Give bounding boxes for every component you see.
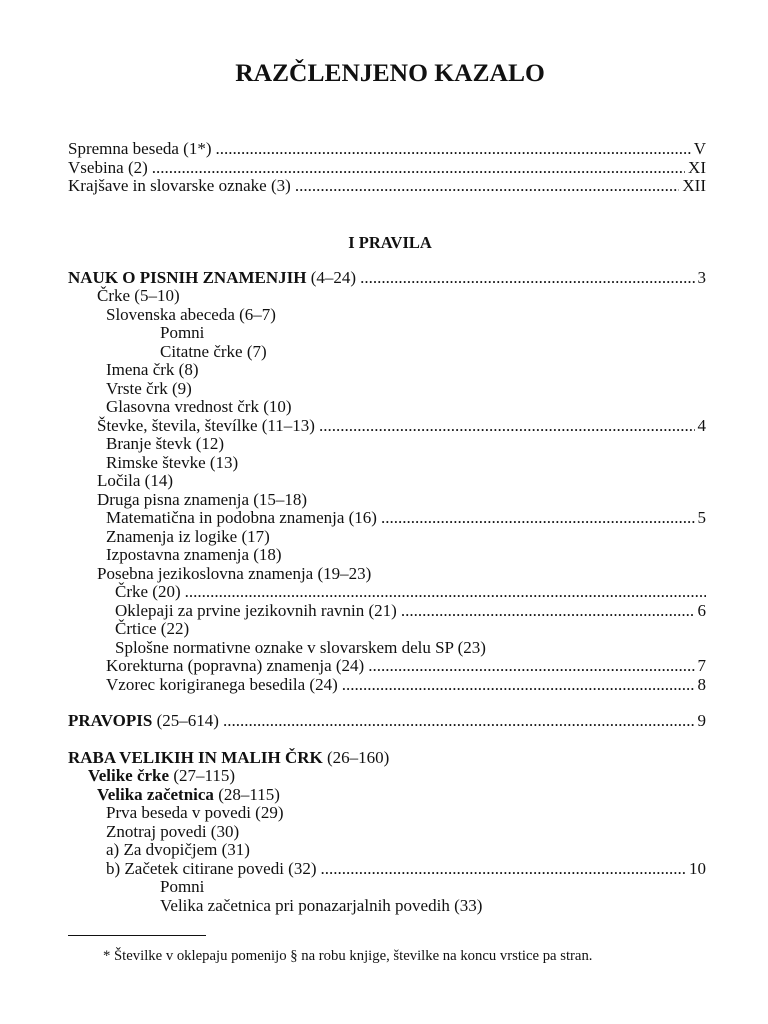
entry-label: Znotraj povedi (30)	[106, 821, 240, 841]
toc-entry	[68, 140, 706, 159]
page-title: RAZČLENJENO KAZALO	[235, 58, 545, 87]
entry-label: Ločila (14)	[97, 471, 173, 490]
dot-leader	[401, 602, 695, 621]
toc-entry	[68, 897, 706, 916]
entry-label: Splošne normativne oznake v slovarskem delu SP (23)	[115, 637, 486, 657]
page-number: 10	[689, 858, 706, 878]
entry-label	[68, 749, 389, 768]
entry-label: Prva beseda v povedi (29)	[106, 803, 284, 822]
entry-label: Matematična in podobna znamenja (16)	[106, 508, 377, 527]
section-raba	[68, 749, 706, 916]
subsection-entry	[68, 767, 706, 786]
toc-entry	[68, 823, 706, 842]
entry-label: Črtice (22)	[115, 619, 190, 638]
dot-leader	[216, 140, 691, 159]
entry-label	[88, 767, 235, 786]
entry-label: Vzorec korigiranega besedila (24)	[106, 674, 338, 694]
entry-label: Črke (5–10)	[97, 286, 180, 305]
entry-label: a) Za dvopičjem (31)	[106, 840, 250, 859]
page-number: 3	[697, 267, 706, 287]
dot-leader	[223, 712, 695, 731]
front-matter-list	[68, 140, 706, 196]
entry-label: Vrste črk (9)	[106, 378, 192, 398]
section-heading: NAUK O PISNIH ZNAMENJIH	[68, 267, 307, 287]
toc-entry	[68, 657, 706, 676]
entry-label: Števke, števila, števílke (11–13)	[97, 415, 315, 435]
entry-label: Druga pisna znamenja (15–18)	[97, 489, 308, 509]
toc-entry	[68, 380, 706, 399]
section-range: (26–160)	[326, 747, 390, 767]
toc-entry	[68, 878, 706, 897]
dot-leader	[185, 583, 706, 602]
section-heading: RABA VELIKIH IN MALIH ČRK	[68, 747, 323, 767]
dot-leader	[368, 657, 694, 676]
toc-entry	[68, 398, 706, 417]
entry-label: Oklepaji za prvine jezikovnih ravnin (21)	[115, 600, 397, 620]
entry-label: Izpostavna znamenja (18)	[106, 545, 282, 564]
entry-label: Črke (20)	[115, 582, 181, 601]
toc-entry	[68, 676, 706, 695]
toc-entry	[68, 324, 706, 343]
section-range: (27–115)	[173, 766, 236, 785]
dot-leader	[152, 159, 685, 178]
section-entry	[68, 749, 706, 768]
entry-label: Citatne črke (7)	[160, 341, 267, 361]
toc-entry	[68, 454, 706, 473]
section-range: (25–614)	[156, 710, 219, 730]
toc-entry	[68, 509, 706, 528]
dot-leader	[321, 860, 686, 879]
entry-label: Pomni	[160, 877, 205, 896]
entry-label: Branje števk (12)	[106, 434, 225, 453]
toc-entry	[68, 435, 706, 454]
page-number: 7	[697, 656, 706, 675]
entry-label	[97, 786, 280, 805]
section-entry	[68, 269, 706, 288]
toc-entry	[68, 583, 706, 602]
part-heading: I PRAVILA	[348, 232, 432, 252]
page-number: 6	[697, 600, 706, 620]
toc-entry	[68, 177, 706, 196]
toc-entry	[68, 565, 706, 584]
page-number: 9	[697, 710, 706, 730]
section-range: (28–115)	[218, 784, 280, 804]
subsection-heading: Velika začetnica	[97, 784, 214, 804]
page-number: V	[693, 139, 706, 158]
toc-entry	[68, 343, 706, 362]
entry-label: Vsebina (2)	[68, 157, 148, 177]
entry-label: Znamenja iz logike (17)	[106, 526, 270, 546]
entry-label: Rimske števke (13)	[106, 452, 239, 472]
dot-leader	[381, 509, 695, 528]
entry-label: Slovenska abeceda (6–7)	[106, 304, 276, 324]
entry-label: Velika začetnica pri ponazarjalnih povedih (33)	[160, 895, 483, 915]
toc-entry	[68, 528, 706, 547]
toc-entry	[68, 472, 706, 491]
toc-entry	[68, 159, 706, 178]
page-number: 4	[697, 415, 706, 435]
toc-entry	[68, 841, 706, 860]
entry-label: Posebna jezikoslovna znamenja (19–23)	[97, 563, 372, 583]
dot-leader	[295, 177, 680, 196]
section-entry	[68, 712, 706, 731]
toc-entry	[68, 620, 706, 639]
entry-label: b) Začetek citirane povedi (32)	[106, 858, 317, 878]
toc-entry	[68, 491, 706, 510]
toc-entry	[68, 287, 706, 306]
toc-entry	[68, 361, 706, 380]
toc-entry	[68, 804, 706, 823]
toc-entry	[68, 639, 706, 658]
entry-label: Glasovna vrednost črk (10)	[106, 397, 292, 416]
toc-entry	[68, 860, 706, 879]
dot-leader	[342, 676, 695, 695]
entry-label: Krajšave in slovarske oznake (3)	[68, 176, 291, 195]
page-number: 8	[697, 674, 706, 694]
entry-label: Imena črk (8)	[106, 360, 199, 379]
page-number: XII	[682, 176, 706, 195]
footnote: * Številke v oklepaju pomenijo § na robu knjige, številke na koncu vrstice pa stran.	[103, 948, 593, 964]
entry-label	[68, 712, 223, 731]
dot-leader	[360, 269, 694, 288]
section-heading: PRAVOPIS	[68, 710, 153, 730]
toc-entry	[68, 546, 706, 565]
section-pravopis	[68, 712, 706, 731]
section-nauk	[68, 269, 706, 695]
entry-label	[68, 269, 360, 288]
entry-label: Pomni	[160, 323, 205, 342]
toc-entry	[68, 417, 706, 436]
toc-entry	[68, 306, 706, 325]
page-number: XI	[688, 157, 706, 177]
entry-label: Spremna beseda (1*)	[68, 139, 212, 158]
toc-entry	[68, 602, 706, 621]
section-range: (4–24)	[310, 267, 357, 287]
entry-label: Korekturna (popravna) znamenja (24)	[106, 656, 365, 675]
subsection-entry	[68, 786, 706, 805]
subsection-heading: Velike črke	[88, 766, 170, 785]
dot-leader	[319, 417, 695, 436]
page-number: 5	[697, 508, 706, 527]
footnote-rule	[68, 935, 206, 936]
